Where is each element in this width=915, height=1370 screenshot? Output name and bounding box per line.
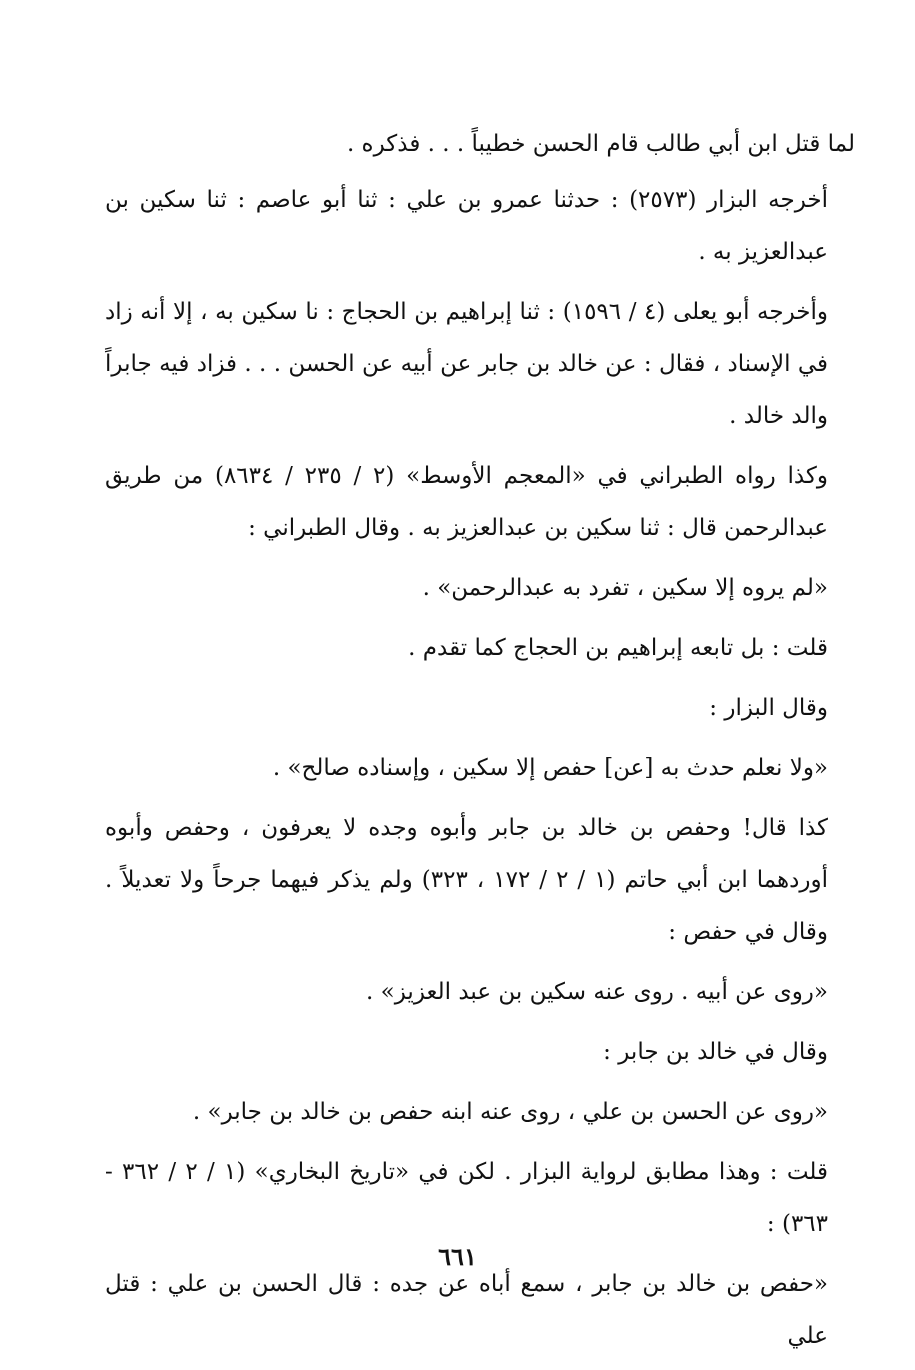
paragraph-9: كذا قال! وحفص بن خالد بن جابر وأبوه وجده لا يعرفون ، وحفص وأبوه أوردهما ابن أبي حاتم (١ / ٢ / ١٧٢ ، ٣٢٣) ولم يذكر فيهما جرحاً ولا تعديلاً . وقال في حفص : — [105, 815, 829, 945]
paragraph-11: وقال في خالد بن جابر : — [603, 1039, 828, 1065]
page-number: ٦٦١ — [438, 1242, 477, 1271]
body-text — [105, 118, 855, 1370]
paragraph-2: أخرجه البزار (٢٥٧٣) : حدثنا عمرو بن علي : ثنا أبو عاصم : ثنا سكين بن عبدالعزيز به . — [105, 187, 828, 265]
paragraph-13: قلت : وهذا مطابق لرواية البزار . لكن في «تاريخ البخاري» (١ / ٢ / ٣٦٢ - ٣٦٣) : — [105, 1159, 829, 1237]
paragraph-3: وأخرجه أبو يعلى (٤ / ١٥٩٦) : ثنا إبراهيم بن الحجاج : نا سكين به ، إلا أنه زاد في الإسناد ، فقال : عن خالد بن جابر عن أبيه عن الحسن . . . فزاد فيه جابراً والد خالد . — [105, 299, 829, 429]
paragraph-7: وقال البزار : — [709, 695, 828, 721]
quote-khalid: «روى عن الحسن بن علي ، روى عنه ابنه حفص بن خالد بن جابر» . — [192, 1099, 828, 1125]
quote-bukhari: «حفص بن خالد بن جابر ، سمع أباه عن جده : قال الحسن بن علي : قتل علي — [105, 1271, 828, 1349]
quote-bazzar: «ولا نعلم حدث به [عن] حفص إلا سكين ، وإسناده صالح» . — [272, 755, 828, 781]
quote-hafs: «روى عن أبيه . روى عنه سكين بن عبد العزيز» . — [366, 979, 828, 1005]
quote-tabarani: «لم يروه إلا سكين ، تفرد به عبدالرحمن» . — [422, 575, 828, 601]
paragraph-1: لما قتل ابن أبي طالب قام الحسن خطيباً . . . فذكره . — [346, 131, 855, 157]
paragraph-4: وكذا رواه الطبراني في «المعجم الأوسط» (٢ / ٢٣٥ / ٨٦٣٤) من طريق عبدالرحمن قال : ثنا سكين بن عبدالعزيز به . وقال الطبراني : — [105, 463, 828, 541]
paragraph-6: قلت : بل تابعه إبراهيم بن الحجاج كما تقدم . — [408, 635, 828, 661]
